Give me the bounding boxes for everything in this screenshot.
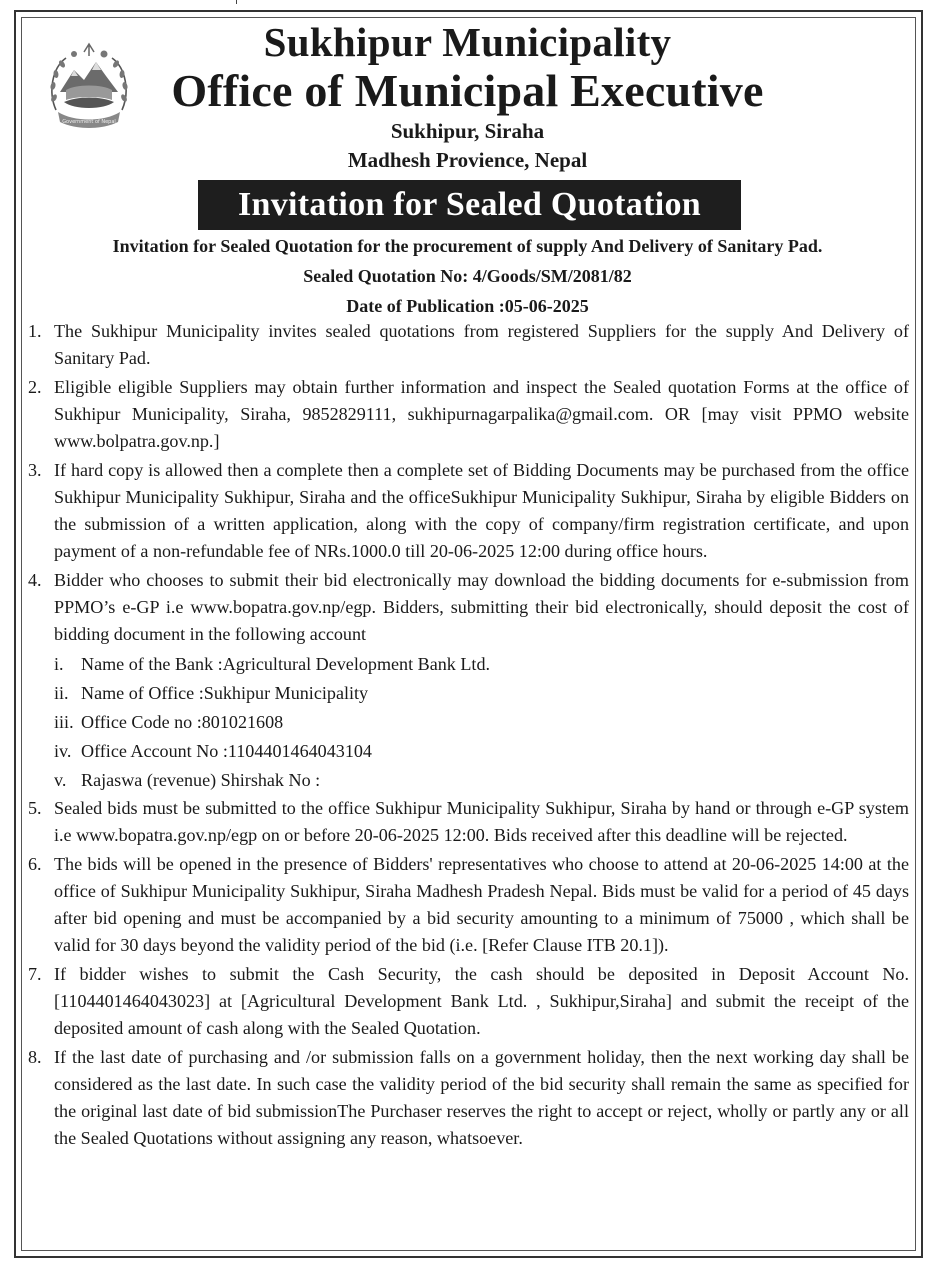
list-item	[28, 457, 909, 565]
bank-detail-text: Office Account No :1104401464043104	[81, 741, 372, 761]
bank-detail-item	[28, 766, 909, 795]
bank-detail-text: Name of Office :Sukhipur Municipality	[81, 683, 369, 703]
list-item	[28, 318, 909, 372]
office-name: Office of Municipal Executive	[171, 65, 764, 116]
list-item	[28, 961, 909, 1042]
notice-items-list	[28, 318, 909, 1154]
list-item	[28, 795, 909, 849]
quotation-number: Sealed Quotation No: 4/Goods/SM/2081/82	[303, 266, 632, 286]
bank-details-list	[28, 650, 909, 795]
item-number: 1.	[28, 321, 42, 341]
item-number: 6.	[28, 854, 42, 874]
bank-detail-item	[28, 708, 909, 737]
item-text: Sealed bids must be submitted to the office Sukhipur Municipality Sukhipur, Siraha by hand or through e-GP system i.e www.bopatra.gov.np/egp on or before 20-06-2025 12:00. Bids received after this deadline will be rejected.	[54, 798, 909, 845]
item-number: 5.	[28, 798, 42, 818]
bank-detail-text: Rajaswa (revenue) Shirshak No :	[81, 770, 321, 790]
item-number: 2.	[28, 377, 42, 397]
item-number: 7.	[28, 964, 42, 984]
crop-mark	[236, 0, 237, 4]
bank-detail-number: v.	[54, 770, 67, 790]
publication-date: Date of Publication :05-06-2025	[346, 296, 589, 316]
notice-title-banner: Invitation for Sealed Quotation	[198, 180, 741, 230]
item-text: If hard copy is allowed then a complete then a complete set of Bidding Documents may be purchased from the office Sukhipur Municipality Sukhipur, Siraha and the officeSukhipur Municipality Sukhipur, Siraha by eligible Bidders on the submission of a written application, along with the copy of company/firm registration certificate, and upon payment of a non-refundable fee of NRs.1000.0 till 20-06-2025 12:00 during office hours.	[54, 460, 909, 561]
bank-detail-number: ii.	[54, 683, 69, 703]
list-item	[28, 1044, 909, 1152]
item-text: The bids will be opened in the presence of Bidders' representatives who choose to attend at 20-06-2025 14:00 at the office of Sukhipur Municipality Sukhipur, Siraha Madhesh Pradesh Nepal. Bids must be valid for a period of 45 days after bid opening and must be accompanied by a bid security amounting to a minimum of 75000 , which shall be valid for 30 days beyond the validity period of the bid (i.e. [Refer Clause ITB 20.1]).	[54, 854, 909, 955]
municipality-name: Sukhipur Municipality	[263, 19, 672, 65]
bank-detail-number: iii.	[54, 712, 74, 732]
bank-detail-text: Name of the Bank :Agricultural Development Bank Ltd.	[81, 654, 491, 674]
bank-detail-text: Office Code no :801021608	[81, 712, 284, 732]
list-item	[28, 374, 909, 455]
item-text: The Sukhipur Municipality invites sealed quotations from registered Suppliers for the supply And Delivery of Sanitary Pad.	[54, 321, 909, 368]
item-text: If bidder wishes to submit the Cash Security, the cash should be deposited in Deposit Account No.[1104401464043023] at [Agricultural Development Bank Ltd. , Sukhipur,Siraha] and submit the receipt of the deposited amount of cash along with the Sealed Quotation.	[54, 964, 909, 1038]
item-text: Bidder who chooses to submit their bid electronically may download the bidding documents for e-submission from PPMO’s e-GP i.e www.bopatra.gov.np/egp. Bidders, submitting their bid electronically, should deposit the cost of bidding document in the following account	[54, 570, 909, 644]
item-number: 8.	[28, 1047, 42, 1067]
item-text: Eligible eligible Suppliers may obtain further information and inspect the Sealed quotation Forms at the office of Sukhipur Municipality, Siraha, 9852829111, sukhipurnagarpalika@gmail.com. OR [may visit PPMO website www.bolpatra.gov.np.]	[54, 377, 909, 451]
address-line-2: Madhesh Provience, Nepal	[347, 148, 588, 172]
bank-detail-item	[28, 679, 909, 708]
emblem-motto: Government of Nepal	[62, 119, 116, 125]
item-text: If the last date of purchasing and /or submission falls on a government holiday, then the next working day shall be considered as the last date. In such case the validity period of the bid security shall remain the same as specified for the original last date of bid submissionThe Purchaser reserves the right to accept or reject, wholly or partly any or all the Sealed Quotations without assigning any reason, whatsoever.	[54, 1047, 909, 1148]
item-number: 3.	[28, 460, 42, 480]
bank-detail-item	[28, 650, 909, 679]
bank-detail-number: iv.	[54, 741, 72, 761]
procurement-purpose: Invitation for Sealed Quotation for the procurement of supply And Delivery of Sanitary Pad.	[112, 236, 823, 256]
list-item	[28, 567, 909, 648]
list-item	[28, 851, 909, 959]
bank-detail-number: i.	[54, 654, 64, 674]
address-line-1: Sukhipur, Siraha	[390, 119, 545, 143]
item-number: 4.	[28, 570, 42, 590]
bank-detail-item	[28, 737, 909, 766]
